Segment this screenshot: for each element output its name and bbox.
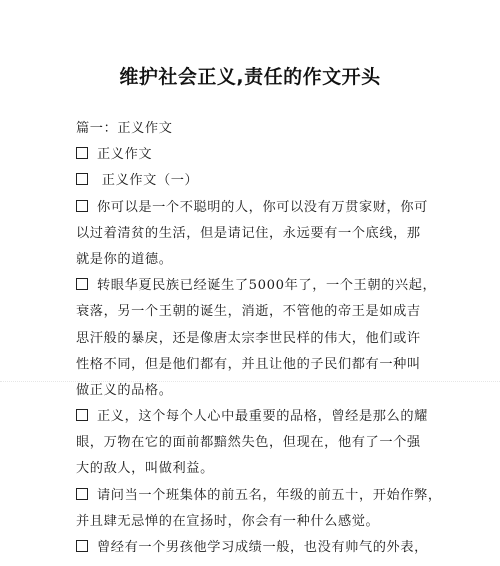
paragraph-text: 正义，这个每个人心中最重要的品格，曾经是那么的耀	[97, 409, 428, 425]
paragraph-text: 篇一：正义作文	[76, 121, 173, 136]
paragraph-line	[76, 247, 426, 273]
paragraph-text: 请问当一个班集体的前五名，年级的前五十，开始作弊，	[97, 487, 442, 503]
paragraph-text: 大的敌人，叫做利益。	[76, 461, 214, 477]
document-body	[76, 116, 442, 561]
paragraph-text: 衰落，另一个王朝的诞生，消逝，不管他的帝王是如成吉	[76, 304, 421, 320]
paragraph-line	[76, 404, 426, 430]
bullet-box-icon	[76, 173, 88, 185]
paragraph-text: 曾经有一个男孩他学习成绩一般，也没有帅气的外表，	[97, 540, 428, 555]
bullet-box-icon	[76, 409, 88, 421]
paragraph-text: 你可以是一个不聪明的人，你可以没有万贯家财，你可	[97, 199, 428, 215]
paragraph-line	[76, 483, 442, 509]
paragraph-text: 眼，万物在它的面前都黯然失色，但现在，他有了一个强	[76, 435, 421, 451]
paragraph-line	[76, 326, 426, 352]
paragraph-line	[76, 430, 426, 456]
paragraph-line	[76, 509, 426, 535]
paragraph-text: 正义作文	[97, 147, 153, 163]
paragraph-line	[76, 168, 426, 194]
paragraph-line	[76, 195, 426, 221]
bullet-box-icon	[76, 488, 88, 500]
faint-divider	[0, 381, 500, 382]
paragraph-line	[76, 456, 426, 482]
paragraph-line	[76, 142, 426, 168]
paragraph-text: 就是你的道德。	[76, 251, 173, 267]
paragraph-line	[76, 535, 426, 561]
paragraph-line	[76, 299, 426, 325]
paragraph-line	[76, 352, 426, 378]
bullet-box-icon	[76, 278, 88, 290]
paragraph-text: 做正义的品格。	[76, 382, 173, 398]
paragraph-text: 转眼华夏民族已经诞生了5000年了，一个王朝的兴起，	[97, 278, 437, 294]
bullet-box-icon	[76, 200, 88, 212]
paragraph-text: 并且肆无忌惮的在宣扬时，你会有一种什么感觉。	[76, 513, 380, 529]
document-title: 维护社会正义,责任的作文开头	[119, 66, 381, 88]
paragraph-line	[76, 221, 426, 247]
bullet-box-icon	[76, 147, 88, 159]
paragraph-text: 性格不同，但是他们都有，并且让他的子民们都有一种叫	[76, 356, 421, 372]
paragraph-line	[76, 116, 426, 142]
paragraph-text: 正义作文（一）	[97, 173, 199, 189]
paragraph-text: 以过着清贫的生活，但是请记住，永远要有一个底线，那	[76, 225, 421, 241]
bullet-box-icon	[76, 540, 88, 552]
paragraph-text: 思汗般的暴戾，还是像唐太宗李世民样的伟大，他们或许	[76, 330, 421, 346]
paragraph-line	[76, 273, 437, 299]
